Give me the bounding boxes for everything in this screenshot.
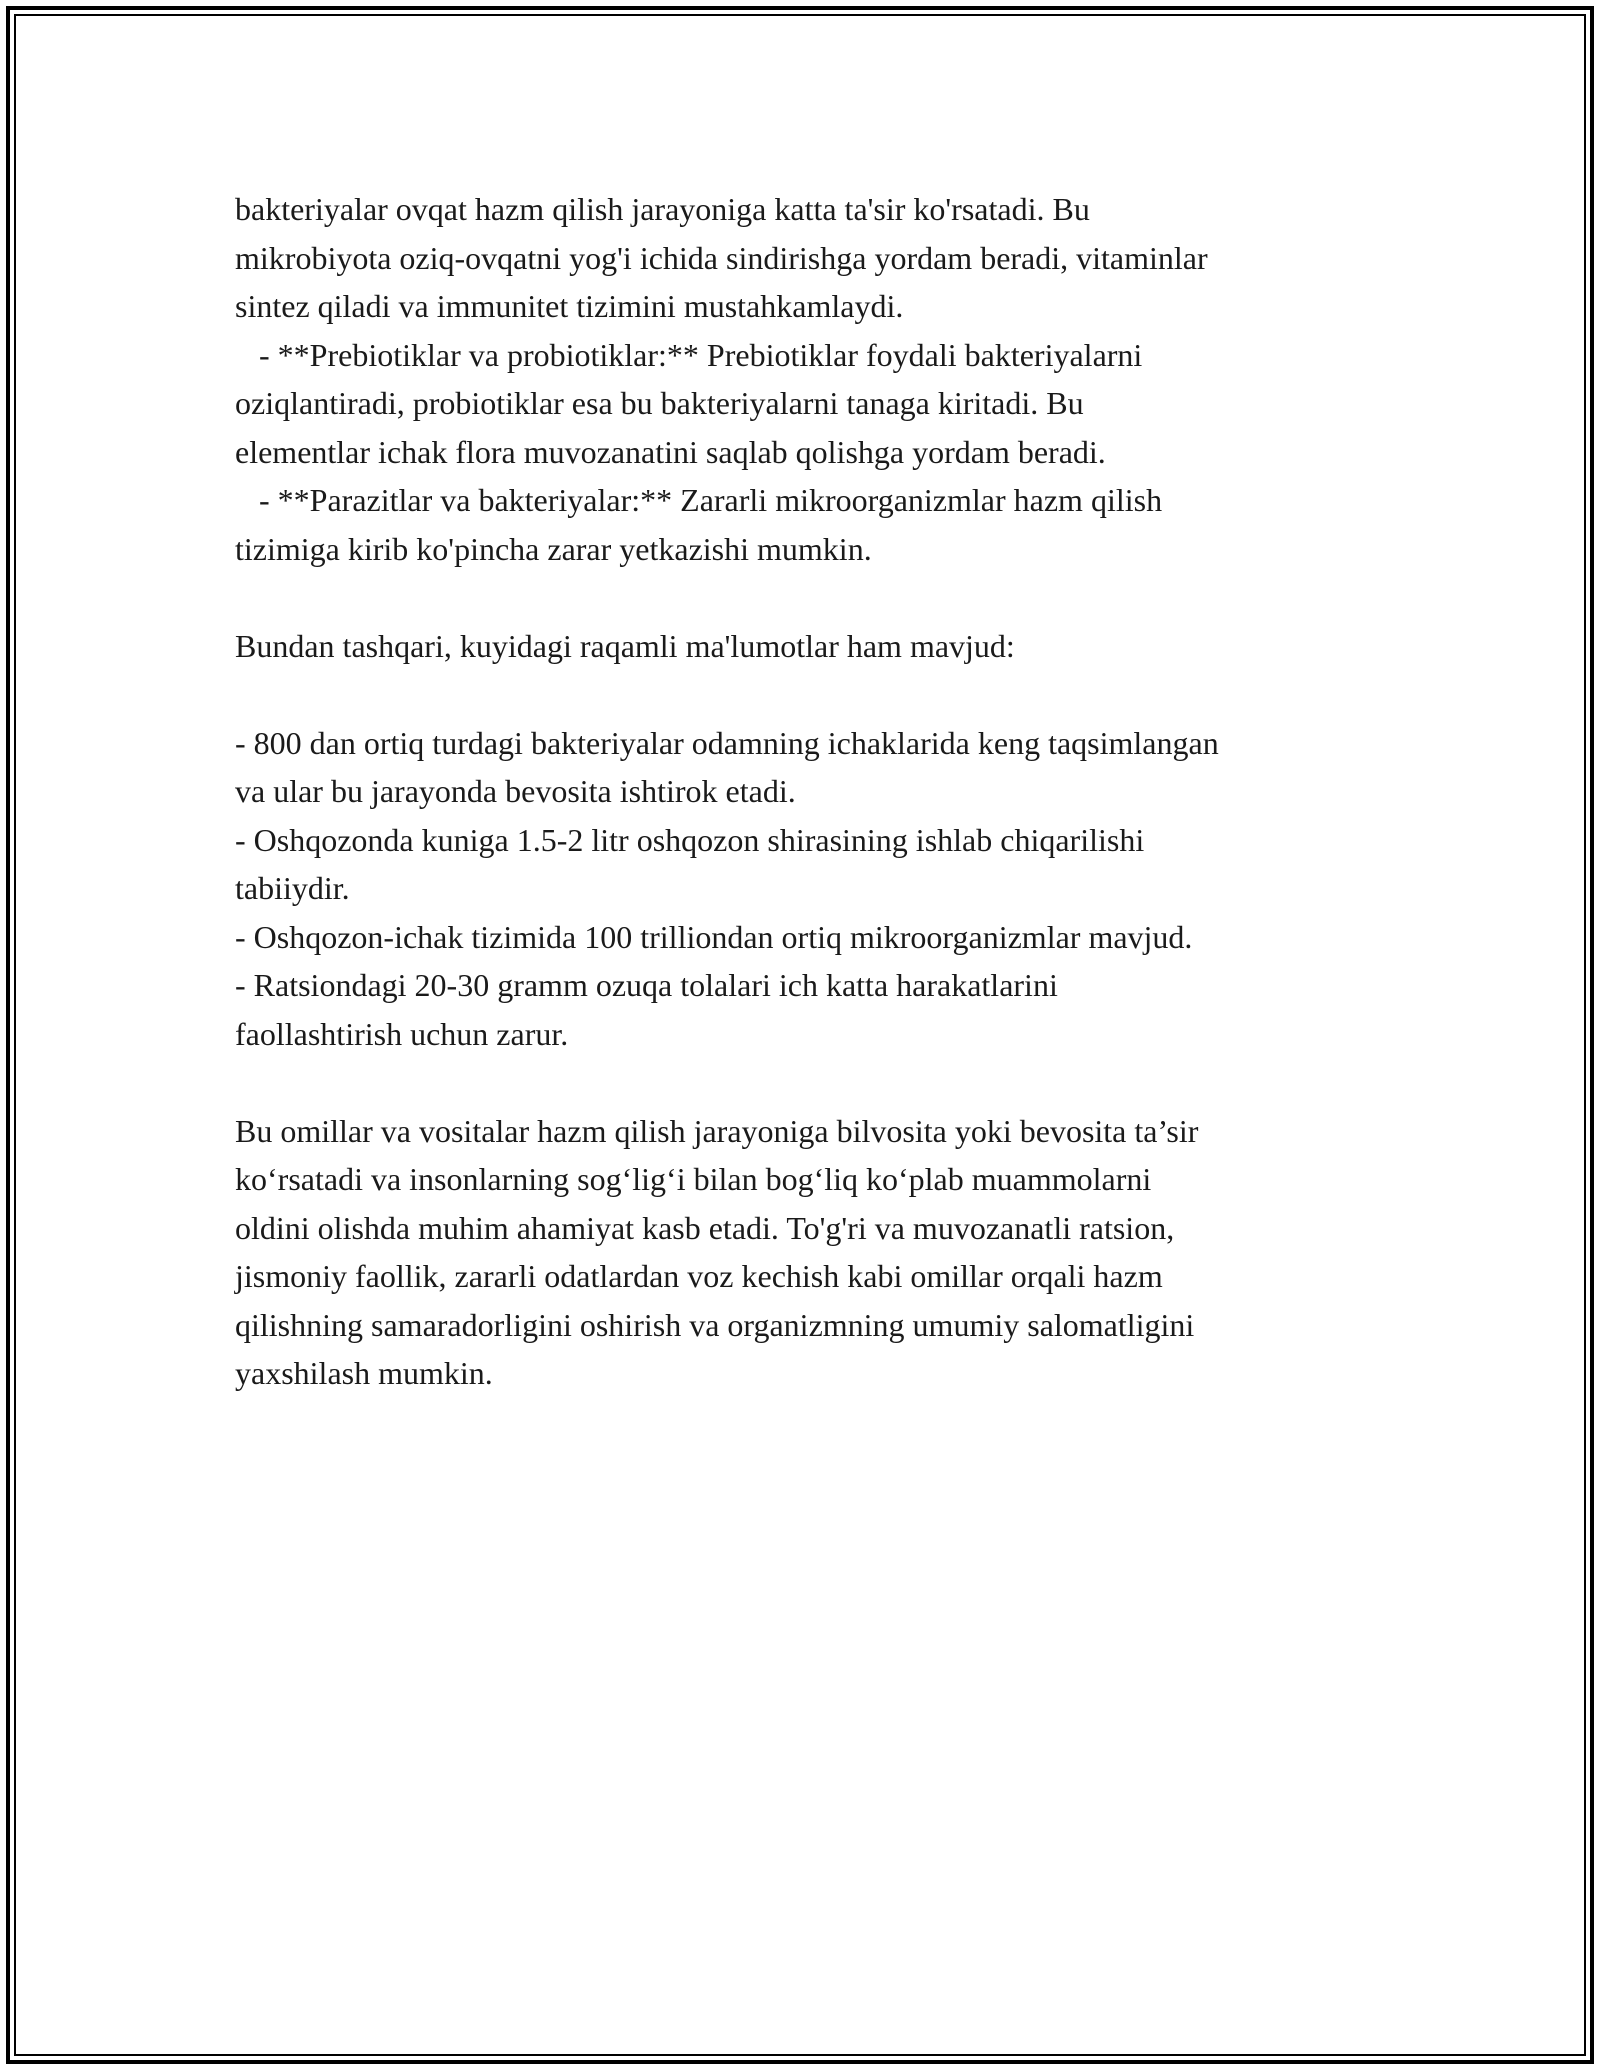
text-line: ko‘rsatadi va insonlarning sog‘lig‘i bilan bog‘liq ko‘plab muammolarni: [235, 1161, 1152, 1197]
list-item-line: va ular bu jarayonda bevosita ishtirok etadi.: [235, 773, 796, 809]
list-item-line: faollashtirish uchun zarur.: [235, 1015, 569, 1052]
text-line: elementlar ichak flora muvozanatini saqlab qolishga yordam beradi.: [235, 433, 1106, 470]
text-line: sintez qiladi va immunitet tizimini mustahkamlaydi.: [235, 288, 904, 324]
list-item-line: tabiiydir.: [235, 870, 350, 906]
text-line: bakteriyalar ovqat hazm qilish jarayoniga katta ta'sir ko'rsatadi. Bu: [235, 191, 1090, 227]
text-line: - **Parazitlar va bakteriyalar:** Zararli mikroorganizmlar hazm qilish: [235, 482, 1163, 518]
list-item-line: - 800 dan ortiq turdagi bakteriyalar odamning ichaklarida keng taqsimlangan: [235, 724, 1219, 761]
text-line: yaxshilash mumkin.: [235, 1355, 493, 1391]
text-line: - **Prebiotiklar va probiotiklar:** Prebiotiklar foydali bakteriyalarni: [235, 336, 1143, 373]
text-line: Bu omillar va vositalar hazm qilish jarayoniga bilvosita yoki bevosita ta’sir: [235, 1112, 1199, 1149]
paragraph-spacer: [235, 573, 1385, 622]
list-item-line: - Oshqozonda kuniga 1.5-2 litr oshqozon shirasining ishlab chiqarilishi: [235, 821, 1145, 858]
list-item-line: - Oshqozon-ichak tizimida 100 trilliondan ortiq mikroorganizmlar mavjud.: [235, 918, 1193, 955]
paragraph-spacer: [235, 670, 1385, 719]
text-line: jismoniy faollik, zararli odatlardan voz kechish kabi omillar orqali hazm: [235, 1258, 1163, 1294]
text-line: qilishning samaradorligini oshirish va organizmning umumiy salomatligini: [235, 1306, 1195, 1343]
paragraph-microbiota: [235, 185, 1385, 573]
text-line: Bundan tashqari, kuyidagi raqamli ma'lumotlar ham mavjud:: [235, 627, 1015, 664]
text-line: oldini olishda muhim ahamiyat kasb etadi. To'g'ri va muvozanatli ratsion,: [235, 1209, 1175, 1246]
text-line: oziqlantiradi, probiotiklar esa bu bakteriyalarni tanaga kiritadi. Bu: [235, 385, 1084, 421]
text-line: mikrobiyota oziq-ovqatni yog'i ichida sindirishga yordam beradi, vitaminlar: [235, 239, 1208, 276]
list-item-line: - Ratsiondagi 20-30 gramm ozuqa tolalari ich katta harakatlarini: [235, 967, 1058, 1003]
paragraph-intro-data: [235, 622, 1385, 671]
document-body: [235, 185, 1385, 1398]
paragraph-facts-list: [235, 719, 1385, 1059]
paragraph-spacer: [235, 1058, 1385, 1107]
paragraph-conclusion: [235, 1107, 1385, 1398]
text-line: tizimiga kirib ko'pincha zarar yetkazishi mumkin.: [235, 530, 872, 567]
